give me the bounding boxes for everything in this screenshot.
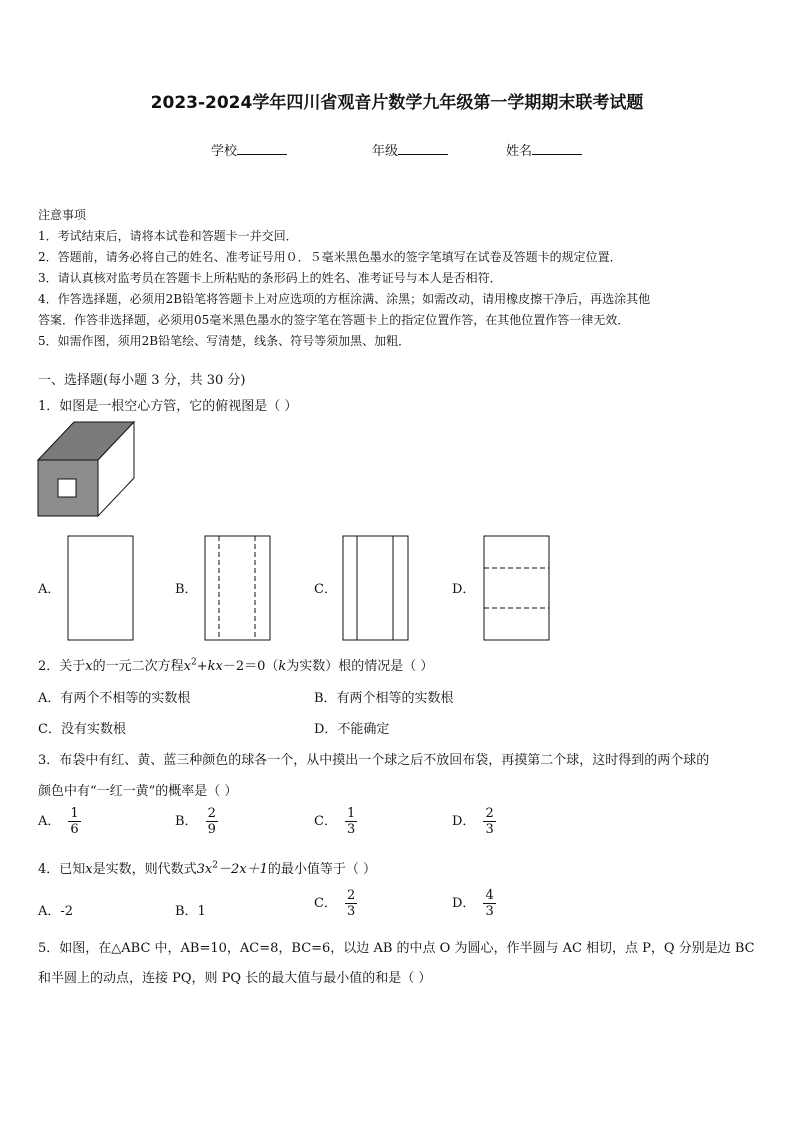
q2-text-b: 的一元二次方程 (92, 659, 184, 674)
fraction-denominator: 3 (485, 822, 494, 837)
q1-option-d-label[interactable]: D． (452, 582, 476, 597)
name-label: 姓名 (506, 144, 533, 159)
notes-heading: 注意事项 (38, 208, 87, 222)
q2-option-c[interactable]: C．没有实数根 (38, 722, 126, 737)
q1-option-d-figure[interactable] (482, 534, 552, 642)
q4-expr-b: －2x＋1 (217, 862, 268, 877)
q4-option-d-label: D． (452, 896, 476, 911)
note-item: 2．答题前，请务必将自己的姓名、准考证号用０．５毫米黑色墨水的签字笔填写在试卷及答题卡的规定位置． (38, 250, 622, 264)
q3-option-c[interactable] (314, 806, 357, 837)
q3-stem-line1: 3．布袋中有红、黄、蓝三种颜色的球各一个，从中摸出一个球之后不放回布袋，再摸第二个球，这时得到的两个球的 (38, 753, 710, 768)
name-field[interactable] (506, 140, 582, 159)
fraction-denominator: 3 (346, 822, 356, 837)
q2-text-a: 2．关于 (38, 659, 86, 674)
fraction-numerator: 1 (346, 806, 356, 821)
q4-expr-a: 3x (196, 862, 213, 877)
fraction-denominator: 6 (70, 822, 79, 837)
fraction-numerator: 2 (485, 806, 494, 821)
q3-option-a-fraction (68, 806, 80, 837)
q4-var-x: x (85, 862, 93, 877)
q4-option-c-fraction (345, 888, 357, 919)
q3-option-b-fraction (206, 806, 218, 837)
q2-eq-sup: 2 (190, 657, 197, 668)
q3-option-c-label: C． (314, 814, 337, 829)
notes-block (38, 205, 763, 352)
q1-option-c-label[interactable]: C． (314, 582, 337, 597)
fraction-numerator: 2 (207, 806, 216, 821)
q1-stem: 1．如图是一根空心方管，它的俯视图是（ ） (38, 399, 298, 414)
q3-option-c-fraction (345, 806, 357, 837)
note-item: 5．如需作图，须用2B铅笔绘、写清楚，线条、符号等须加黑、加粗． (38, 334, 411, 348)
q3-option-b-label: B． (175, 814, 198, 829)
q3-option-d-fraction (483, 806, 495, 837)
fraction-numerator: 2 (346, 888, 356, 903)
fraction-denominator: 3 (485, 904, 494, 919)
q3-stem-line2: 颜色中有“一红一黄”的概率是（ ） (38, 784, 238, 799)
q4-text-c: 的最小值等于（ ） (267, 862, 376, 877)
q2-eq-rest: －2＝0（ (222, 659, 279, 674)
fraction-denominator: 3 (346, 904, 356, 919)
q2-eq-kx: kx (207, 659, 223, 674)
note-item: 4．作答选择题，必须用2B铅笔将答题卡上对应选项的方框涂满、涂黑；如需改动，请用橡皮擦干净后，再选涂其他 (38, 292, 651, 306)
grade-field[interactable] (372, 140, 448, 159)
q4-option-b[interactable]: B．1 (175, 904, 206, 919)
q4-stem (38, 858, 376, 877)
q1-option-a-label[interactable]: A． (38, 582, 61, 597)
q4-expr-sup: 2 (212, 860, 218, 871)
q3-option-b[interactable] (175, 806, 218, 837)
q4-text-a: 4．已知 (38, 862, 86, 877)
note-item: 1．考试结束后，请将本试卷和答题卡一并交回． (38, 229, 298, 243)
q4-option-d[interactable] (452, 888, 496, 919)
q3-option-d[interactable] (452, 806, 496, 837)
q2-var-x: x (85, 659, 93, 674)
fraction-numerator: 1 (70, 806, 79, 821)
q2-option-b[interactable]: B．有两个相等的实数根 (314, 691, 454, 706)
q5-stem-line2: 和半圆上的动点，连接 PQ，则 PQ 长的最大值与最小值的和是（ ） (38, 971, 432, 986)
school-blank[interactable] (237, 142, 287, 155)
q3-option-a[interactable] (38, 806, 81, 837)
q2-option-d[interactable]: D．不能确定 (314, 722, 390, 737)
fraction-numerator: 4 (485, 888, 494, 903)
q4-option-c[interactable] (314, 888, 357, 919)
q1-option-b-figure[interactable] (203, 534, 273, 642)
q2-option-a[interactable]: A．有两个不相等的实数根 (38, 691, 191, 706)
q2-stem (38, 655, 433, 674)
fraction-denominator: 9 (207, 822, 216, 837)
name-blank[interactable] (532, 142, 582, 155)
exam-title: 2023-2024学年四川省观音片数学九年级第一学期期末联考试题 (150, 93, 644, 113)
q2-var-k: k (278, 659, 287, 674)
q2-eq-plus: + (196, 659, 208, 674)
grade-blank[interactable] (398, 142, 448, 155)
note-item: 答案．作答非选择题，必须用05毫米黑色墨水的签字笔在答题卡上的指定位置作答，在其他位置作答一律无效． (38, 313, 630, 327)
q4-option-d-fraction (483, 888, 495, 919)
q4-option-c-label: C． (314, 896, 337, 911)
q2-text-c: 为实数）根的情况是（ ） (286, 659, 434, 674)
section-heading: 一、选择题(每小题 3 分，共 30 分) (38, 373, 246, 388)
school-label: 学校 (211, 144, 238, 159)
q3-option-d-label: D． (452, 814, 476, 829)
q1-option-b-label[interactable]: B． (175, 582, 198, 597)
note-item: 3．请认真核对监考员在答题卡上所粘贴的条形码上的姓名、准考证号与本人是否相符． (38, 271, 502, 285)
q1-option-a-figure[interactable] (66, 534, 136, 642)
grade-label: 年级 (372, 144, 399, 159)
q5-stem-line1: 5．如图，在△ABC 中，AB=10，AC=8，BC=6，以边 AB 的中点 O 为圆心，作半圆与 AC 相切，点 P，Q 分别是边 BC (38, 941, 755, 956)
q1-option-c-figure[interactable] (341, 534, 411, 642)
q4-option-a[interactable]: A．-2 (38, 904, 74, 919)
q2-eq-x: x (183, 659, 191, 674)
hollow-tube-figure (36, 420, 138, 518)
q4-text-b: 是实数，则代数式 (92, 862, 197, 877)
school-field[interactable] (211, 140, 287, 159)
q3-option-a-label: A． (38, 814, 61, 829)
